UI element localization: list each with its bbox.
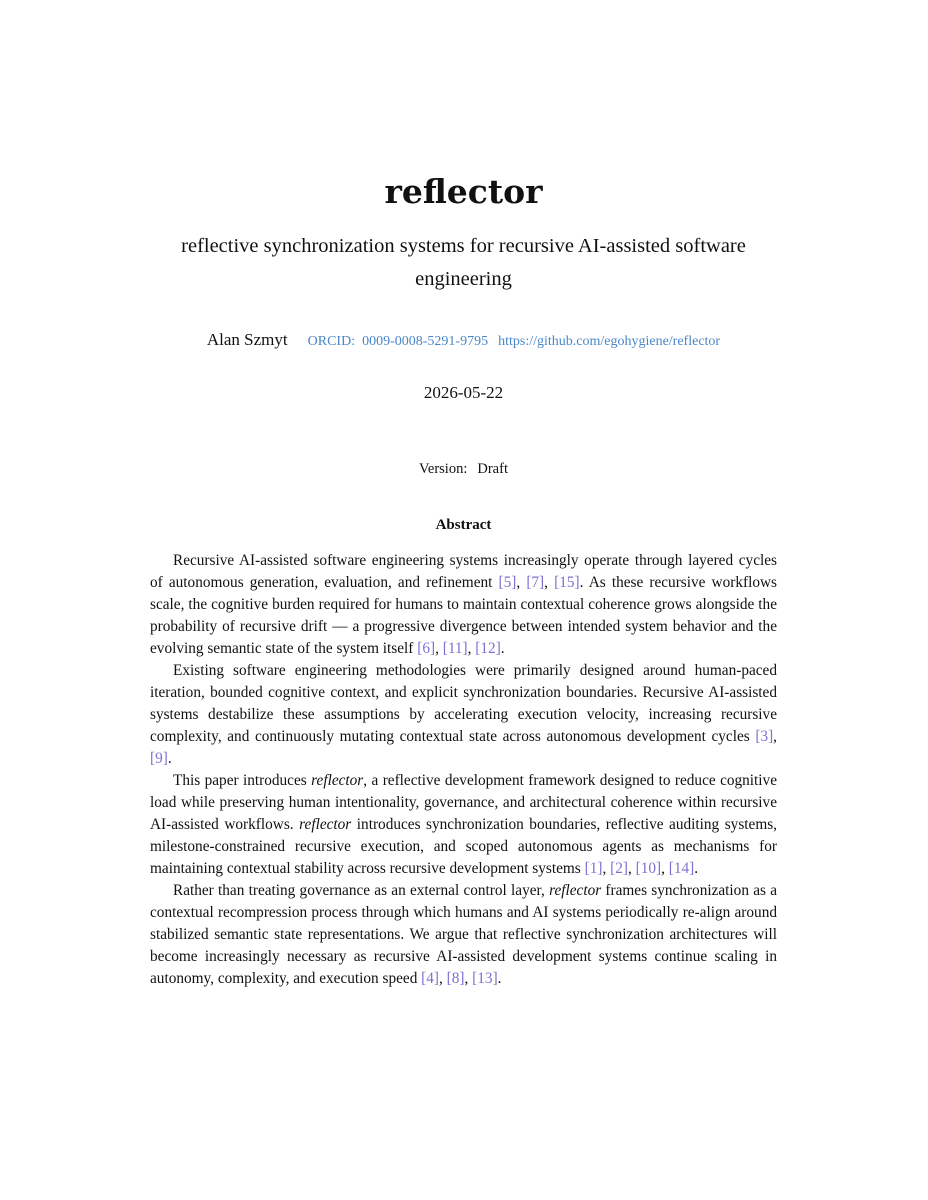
- abstract-paragraph-1: [150, 550, 777, 660]
- orcid-id: 0009-0008-5291-9795: [362, 334, 489, 349]
- citation-link[interactable]: [14]: [668, 860, 695, 877]
- author-name: Alan Szmyt: [206, 330, 288, 349]
- text-run: Rather than treating governance as an external control layer,: [173, 882, 550, 899]
- text-run: .: [167, 750, 172, 767]
- text-run: ,: [435, 640, 443, 657]
- text-run: ,: [602, 860, 611, 877]
- text-run: introduces synchronization boundaries, reflective auditing systems, milestone-constrained recursive execution, and scoped autonomous agents as mechanisms for maintaining contextual stability across recursive development systems: [150, 816, 777, 877]
- text-run: ,: [467, 640, 476, 657]
- text-run: ,: [464, 970, 473, 987]
- text-run: ,: [773, 728, 777, 745]
- paper-subtitle: reflective synchronization systems for recursive AI-assisted software engineering: [181, 235, 746, 290]
- text-run: . As these recursive workflows scale, the cognitive burden required for humans to maintain contextual coherence grows alongside the probability of recursive drift — a progressive divergence between intended system behavior and the evolving semantic state of the system itself: [150, 574, 777, 657]
- text-run: ,: [627, 860, 636, 877]
- citation-link[interactable]: [7]: [526, 574, 545, 591]
- framework-name: reflector: [299, 816, 352, 833]
- orcid-link[interactable]: [308, 334, 488, 349]
- citation-link[interactable]: [2]: [610, 860, 628, 877]
- abstract-heading: Abstract: [435, 517, 492, 533]
- text-run: This paper introduces: [173, 772, 312, 789]
- citation-link[interactable]: [9]: [150, 750, 168, 767]
- citation-link[interactable]: [13]: [472, 970, 498, 987]
- framework-name: reflector: [549, 882, 602, 899]
- abstract-paragraph-4: [150, 880, 777, 990]
- author-line: [150, 330, 777, 350]
- abstract-paragraph-2: [150, 660, 777, 770]
- citation-link[interactable]: [12]: [475, 640, 501, 657]
- citation-link[interactable]: [4]: [421, 970, 440, 987]
- abstract-body: [150, 550, 777, 990]
- orcid-label: ORCID:: [307, 334, 356, 349]
- citation-link[interactable]: [3]: [755, 728, 774, 745]
- text-run: ,: [439, 970, 447, 987]
- citation-link[interactable]: [1]: [584, 860, 603, 877]
- citation-link[interactable]: [6]: [417, 640, 436, 657]
- citation-link[interactable]: [10]: [635, 860, 662, 877]
- text-run: frames synchronization as a contextual recompression process through which humans and AI systems periodically re-align around stabilized semantic state representations. We argue that reflective synchronization architectures will become increasingly necessary as recursive AI-assisted development systems continue scaling in autonomy, complexity, and execution speed: [150, 882, 777, 987]
- text-run: .: [497, 970, 502, 987]
- citation-link[interactable]: [8]: [446, 970, 465, 987]
- text-run: ,: [661, 860, 669, 877]
- framework-name: reflector: [311, 772, 364, 789]
- paper-title: reflector: [384, 172, 543, 211]
- citation-link[interactable]: [15]: [554, 574, 580, 591]
- text-run: ,: [516, 574, 527, 591]
- version-label: Version:: [419, 461, 468, 477]
- abstract-paragraph-3: [150, 770, 777, 880]
- text-run: .: [500, 640, 505, 657]
- text-run: Recursive AI-assisted software engineering systems increasingly operate through layered cycles of autonomous generation, evaluation, and refinement: [150, 552, 777, 591]
- text-run: .: [694, 860, 699, 877]
- text-run: Existing software engineering methodologies were primarily designed around human-paced iteration, bounded cognitive context, and explicit synchronization boundaries. Recursive AI-assisted systems destabilize these assumptions by accelerating execution velocity, increasing recursive complexity, and continuously mutating contextual state across autonomous development cycles: [150, 662, 777, 745]
- paper-date: 2026-05-22: [423, 383, 504, 402]
- citation-link[interactable]: [5]: [498, 574, 517, 591]
- repository-link[interactable]: https://github.com/egohygiene/reflector: [498, 334, 721, 349]
- version-line: [150, 461, 777, 478]
- citation-link[interactable]: [11]: [442, 640, 468, 657]
- version-value: Draft: [477, 461, 508, 477]
- text-run: ,: [544, 574, 555, 591]
- text-run: , a reflective development framework designed to reduce cognitive load while preserving human intentionality, governance, and architectural coherence within recursive AI-assisted workflows.: [150, 772, 777, 833]
